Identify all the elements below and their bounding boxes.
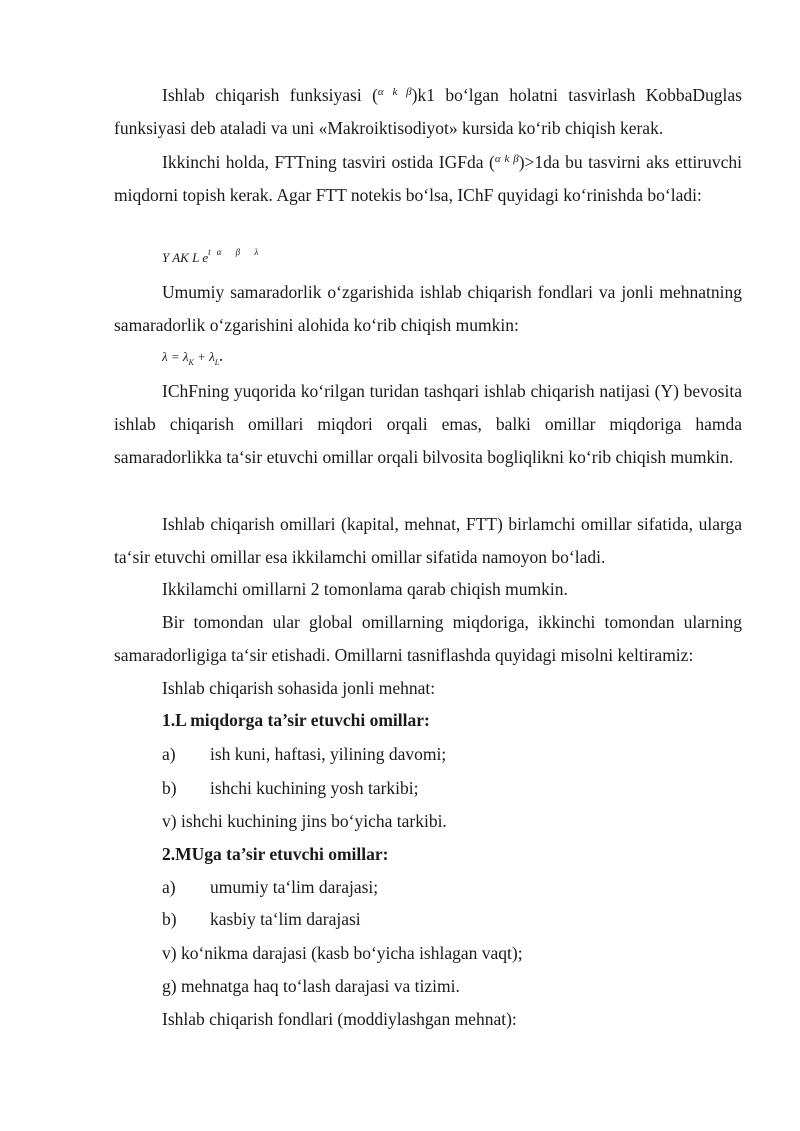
paragraph-ichf-type: IChFning yuqorida ko‘rilgan turidan tashqari ishlab chiqarish natijasi (Y) bevosita ishlab chiqarish omillari miqdori orqali emas, balki omillar miqdoriga hamda samaradorlikka ta‘sir etuvchi omillar orqali bilvosita bogliqlikni ko‘rib chiqish mumkin.	[114, 381, 742, 468]
list-item: b) kasbiy ta‘lim darajasi	[162, 909, 361, 929]
list-item: a) ish kuni, haftasi, yilining davomi;	[162, 744, 447, 764]
alpha-k-beta-symbol-2: α k β	[494, 153, 519, 165]
list-item: g) mehnatga haq to‘lash darajasi va tizimi.	[162, 976, 460, 996]
paragraph-secondary-factors: Ikkilamchi omillarni 2 tomonlama qarab chiqish mumkin.	[162, 579, 568, 599]
list-item: b) ishchi kuchining yosh tarkibi;	[162, 778, 419, 798]
section2-heading: 2.MUga ta’sir etuvchi omillar:	[162, 844, 389, 864]
list-item: a) umumiy ta‘lim darajasi;	[162, 877, 379, 897]
paragraph-living-labour: Ishlab chiqarish sohasida jonli mehnat:	[162, 678, 436, 698]
paragraph-efficiency: Umumiy samaradorlik o‘zgarishida ishlab chiqarish fondlari va jonli mehnatning samaradorlik o‘zgarishini alohida ko‘rib chiqish mumkin:	[114, 282, 742, 336]
formula-lambda: $\lambda = \lambda_K + \lambda_L$.	[162, 345, 224, 367]
list-item: v) ishchi kuchining jins bo‘yicha tarkibi.	[162, 811, 447, 831]
list-item: v) ko‘nikma darajasi (kasb bo‘yicha ishlagan vaqt);	[162, 943, 523, 963]
paragraph-intro: Ishlab chiqarish funksiyasi ($^{\alpha k \beta}$)k1 bo‘lgan holatni tasvirlash KobbaDuglas funksiyasi deb ataladi va uni «Makroiktisodiyot» kursida ko‘rib chiqish kerak.	[114, 85, 742, 139]
paragraph-global-factors: Bir tomondan ular global omillarning miqdoriga, ikkinchi tomondan ularning samaradorligiga ta‘sir etishadi. Omillarni tasniflashda quyidagi misolni keltiramiz:	[114, 612, 742, 666]
formula-production-function: Y AK L $e^{t\alpha \beta \lambda}$	[162, 247, 265, 265]
paragraph-primary-factors: Ishlab chiqarish omillari (kapital, mehnat, FTT) birlamchi omillar sifatida, ularga ta‘sir etuvchi omillar esa ikkilamchi omillar sifatida namoyon bo‘ladi.	[114, 514, 742, 568]
section1-heading: 1.L miqdorga ta’sir etuvchi omillar:	[162, 710, 430, 730]
paragraph-second-case: Ikkinchi holda, FTTning tasviri ostida IGFda ($^{\alpha k \beta}$)>1da bu tasvirni aks ettiruvchi miqdorni topish kerak. Agar FTT notekis bo‘lsa, IChF quyidagi ko‘rinishda bo‘ladi:	[114, 152, 743, 206]
paragraph-production-funds: Ishlab chiqarish fondlari (moddiylashgan mehnat):	[162, 1009, 517, 1029]
alpha-k-beta-symbol: α k β	[377, 86, 412, 98]
